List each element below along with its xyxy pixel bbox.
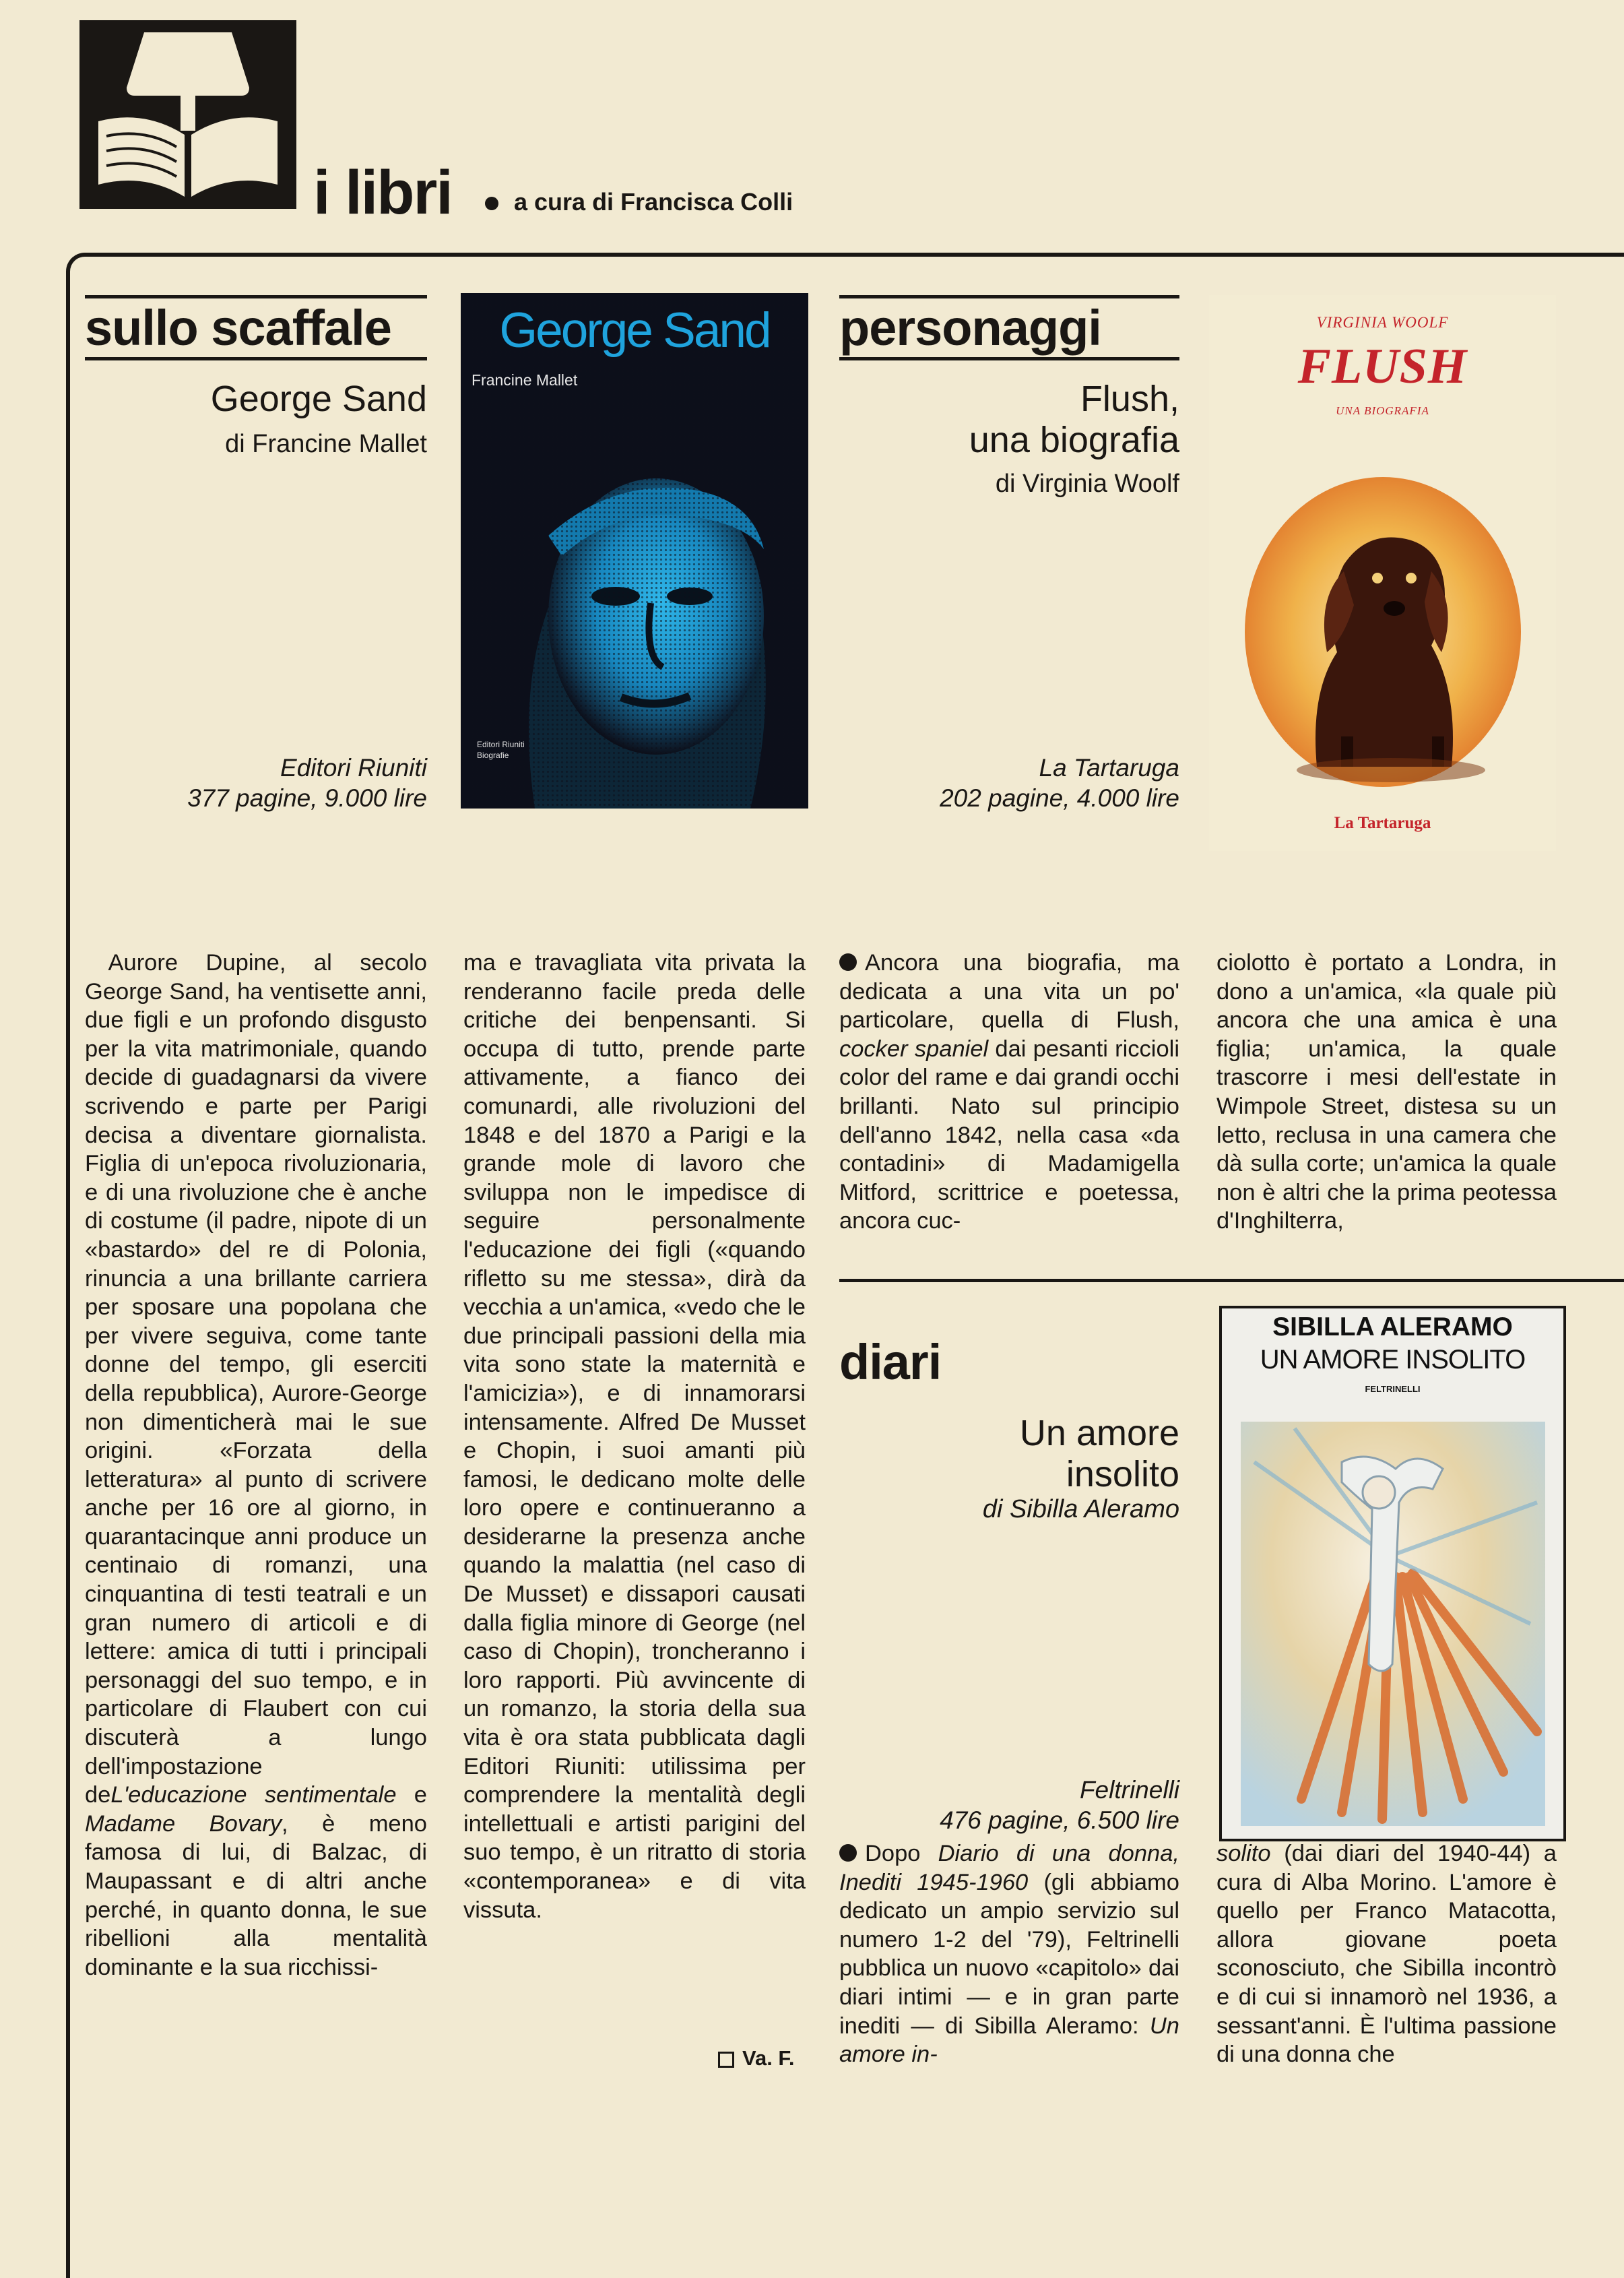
article-text: Dopo xyxy=(865,1841,938,1866)
article-text: Ancora una biografia, ma dedicata a una vita un po' particolare, quella di Flush, xyxy=(839,950,1179,1034)
book-title: Un amore xyxy=(1019,1413,1179,1453)
editor-credit: a cura di Francisca Colli xyxy=(514,188,793,216)
section-heading: sullo scaffale xyxy=(85,300,391,356)
book-details: 202 pagine, 4.000 lire xyxy=(940,784,1179,812)
book-title: Flush, xyxy=(1080,379,1179,419)
article-text: ma e travagliata vita privata la renderanno facile preda delle critiche dei benpensanti. Si occupa di tutto, prende parte attivamente, a fianco dei comunardi, alle rivoluzioni del 1848 e del 1870 a Parigi e la grande mole di lavoro che sviluppa non le impedisce di seguire personalmente l'educazione dei figli («quando rifletto su me stessa», dirà da vecchia a un'amica, «vedo che le due principali passioni della mia vita sono state la maternità e l'amicizia»), e di innamorarsi intensamente. Alfred De Musset e Chopin, i suoi amanti più famosi, le dedicano molte delle loro opere e continueranno a desiderarne la presenza anche quando la malattia (nel caso di De Musset) e dissapori causati dalla figlia minore di George (nel caso di Chopin), troncheranno i loro rapporti. Più avvincente di un romanzo, la storia della sua vita è ora stata pubblicata dagli Editori Riuniti: utilissima per comprendere la mentalità degli intellettuali e artisti parigini del suo tempo, è un ritratto di storia «contemporanea» e di vita vissuta. xyxy=(463,950,806,1923)
article-column-1 xyxy=(85,949,427,1982)
book-reference: L'educazione sentimentale xyxy=(110,1782,397,1808)
portrait-illustration xyxy=(461,293,808,809)
bullet-dot-icon xyxy=(839,1844,857,1862)
book-details: 476 pagine, 6.500 lire xyxy=(940,1806,1179,1834)
book-title-line2: una biografia xyxy=(969,420,1179,460)
dancer-illustration xyxy=(1241,1422,1545,1826)
cover-publisher: FELTRINELLI xyxy=(1365,1384,1421,1394)
article-text: (dai diari del 1940-44) a cura di Alba Morino. L'amore è quello per Franco Matacotta, allora giovane poeta sconosciuto, che Sibilla incontrò e di cui si innamorò nel 1936, a sessant'anni. È l'ultima passione di una donna che xyxy=(1216,1841,1557,2068)
bullet-dot-icon xyxy=(485,197,498,210)
book-author: di Francine Mallet xyxy=(225,430,427,458)
article-column-2 xyxy=(463,949,806,1924)
section-heading: diari xyxy=(839,1334,942,1390)
article-text: (gli abbiamo dedicato un ampio servizio sul numero 1-2 del '79), Feltrinelli pubblica un nuovo «capitolo» dai diari intimi — e in gran parte inediti — di Sibilla Aleramo: xyxy=(839,1869,1179,2039)
cover-author: SIBILLA ALERAMO xyxy=(1272,1312,1513,1341)
cover-title: FLUSH xyxy=(1297,339,1468,394)
rule xyxy=(85,357,427,360)
cover-author: VIRGINIA WOOLF xyxy=(1316,314,1449,331)
rule xyxy=(839,1279,1624,1282)
book-publisher: Editori Riuniti xyxy=(280,754,427,782)
cover-publisher: La Tartaruga xyxy=(1334,814,1431,832)
lamp-book-icon xyxy=(79,20,296,209)
book-reference: solito xyxy=(1216,1841,1271,1866)
book-reference: Diario di una donna, Inediti 1945-1960 xyxy=(839,1841,1179,1895)
book-cover xyxy=(1219,1306,1566,1841)
section-heading: personaggi xyxy=(839,300,1101,356)
book-details: 377 pagine, 9.000 lire xyxy=(187,784,427,812)
article-column-6 xyxy=(1216,1839,1557,2069)
cover-title: UN AMORE INSOLITO xyxy=(1260,1345,1526,1374)
article-column-3 xyxy=(839,949,1179,1236)
author-signature: Va. F. xyxy=(718,2046,795,2070)
spaniel-illustration xyxy=(1209,470,1556,794)
book-title: George Sand xyxy=(210,379,427,419)
checkbox-square-icon xyxy=(718,2052,734,2068)
book-author: di Virginia Woolf xyxy=(995,470,1179,498)
book-publisher: La Tartaruga xyxy=(1039,754,1179,782)
article-text: ciolotto è portato a Londra, in dono a un'amica, «la quale più ancora che una amica è una figlia; un'amica, la quale trascorre i mesi dell'estate in Wimpole Street, distesa su un letto, reclusa in una camera che dà sulla corte; un'amica la quale non è altri che la prima peotessa d'Inghilterra, xyxy=(1216,950,1557,1234)
book-title-line2: insolito xyxy=(1066,1454,1179,1494)
book-cover xyxy=(461,293,808,809)
book-cover xyxy=(1209,295,1556,851)
cover-subtitle: UNA BIOGRAFIA xyxy=(1336,404,1429,417)
article-text: e xyxy=(396,1782,427,1808)
article-column-4 xyxy=(1216,949,1557,1236)
book-author: di Sibilla Aleramo xyxy=(982,1495,1179,1523)
cover-author: Francine Mallet xyxy=(472,371,578,389)
article-text: dai pesanti riccioli color del rame e dai grandi occhi brillanti. Nato sul principio dell'anno 1842, nella casa «da contadini» di Madamigella Mitford, scrittrice e poetessa, ancora cuc- xyxy=(839,1036,1179,1234)
rule xyxy=(85,295,427,298)
article-text: Aurore Dupine, al secolo George Sand, ha ventisette anni, due figli e un profondo disgusto per la vita matrimoniale, quando decide di guadagnarsi da vivere scrivendo e parte per Parigi decisa a diventare giornalista. Figlia di un'epoca rivoluzionaria, e di una rivoluzione che è anche di costume (il padre, nipote di un «bastardo» del re di Polonia, rinuncia a una brillante carriera per sposare una popolana che per vivere seguiva, come tante donne del tempo, gli eserciti della repubblica), Aurore-George non dimenticherà mai le sue origini. «Forzata della letteratura» al punto di scrivere anche per 16 ore al giorno, in quarantacinque anni produce un centinaio di romanzi, una cinquantina di testi teatrali e un gran numero di articoli e di lettere: amica di tutti i principali personaggi del suo tempo, e in particolare di Flaubert con cui discuterà a lungo dell'impostazione de xyxy=(85,950,427,1808)
section-title: i libri xyxy=(313,158,452,227)
cover-title: George Sand xyxy=(499,303,770,358)
breed-reference: cocker spaniel xyxy=(839,1036,989,1062)
article-text: , è meno famosa di lui, di Balzac, di Maupassant e di altri anche perché, in quanto donna, le sue ribellioni alla mentalità dominante e la sua ricchissi- xyxy=(85,1810,427,1980)
rule xyxy=(839,295,1179,298)
rule xyxy=(839,357,1179,360)
bullet-dot-icon xyxy=(839,953,857,971)
cover-publisher: Editori Riuniti Biografie xyxy=(477,740,525,760)
book-reference: Madame Bovary xyxy=(85,1810,282,1837)
book-reference: Un amore in- xyxy=(839,2013,1179,2068)
book-publisher: Feltrinelli xyxy=(1079,1776,1179,1804)
article-column-5 xyxy=(839,1839,1179,2069)
